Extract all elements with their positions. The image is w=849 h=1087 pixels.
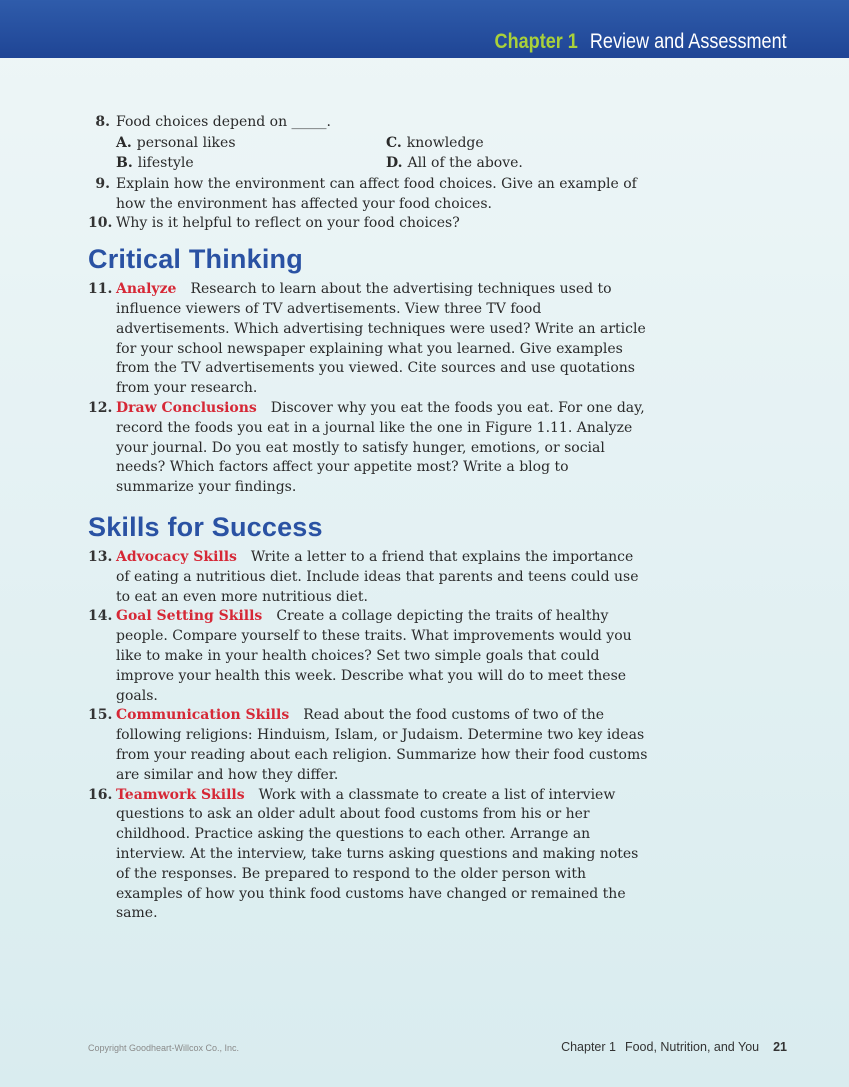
question-8 [88, 113, 648, 174]
question-text: Work with a classmate to create a list of interview questions to ask an older adult about food customs from his or her childhood. Practice asking the questions to each other. Arrange an interview. At the interview, take turns asking questions and making notes of the responses. Be prepared to respond to the older person with examples of how you think food customs have changed or remained the same. [116, 786, 639, 922]
option-b [116, 153, 386, 174]
question-12 [88, 399, 648, 498]
question-13 [88, 548, 648, 607]
page-number: 21 [773, 1040, 787, 1054]
question-keyword: Analyze [116, 281, 177, 298]
running-footer [561, 1040, 787, 1054]
page-content [88, 113, 648, 924]
question-number: 14. [88, 608, 113, 625]
question-number: 11. [88, 281, 113, 298]
question-text: Discover why you eat the foods you eat. For one day, record the foods you eat in a journal like the one in Figure 1.11. Analyze your journal. Do you eat mostly to satisfy hunger, emotions, or social needs? Which factors affect your appetite most? Write a blog to summarize your findings. [116, 399, 645, 496]
question-text: Write a letter to a friend that explains the importance of eating a nutritious diet. Include ideas that parents and teens could use to eat an even more nutritious diet. [116, 548, 639, 605]
option-text: personal likes [136, 134, 236, 151]
header-section: Review and Assessment [590, 30, 787, 53]
question-number: 13. [88, 548, 113, 565]
option-text: All of the above. [407, 155, 523, 172]
header-title [495, 30, 787, 54]
question-14 [88, 607, 648, 706]
question-keyword: Goal Setting Skills [116, 608, 263, 625]
question-number: 9. [95, 175, 110, 192]
header-chapter: Chapter 1 [494, 30, 579, 53]
question-11 [88, 280, 648, 399]
question-number: 12. [88, 399, 113, 416]
question-text: Read about the food customs of two of the following religions: Hinduism, Islam, or Judaism. Determine two key ideas from your reading about each religion. Summarize how their food customs are similar and how they differ. [116, 707, 648, 783]
question-text: Food choices depend on _____. [116, 114, 332, 130]
question-number: 8. [95, 114, 110, 130]
question-10 [88, 214, 648, 234]
copyright-notice: Copyright Goodheart-Willcox Co., Inc. [88, 1043, 240, 1053]
option-d [386, 153, 636, 174]
question-16 [88, 786, 648, 925]
option-letter: C. [386, 134, 402, 151]
question-text: Research to learn about the advertising techniques used to influence viewers of TV advertisements. View three TV food advertisements. Which advertising techniques were used? Write an article for your school newspaper explaining what you learned. Give examples from the TV advertisements you viewed. Cite sources and use quotations from your research. [116, 281, 646, 397]
question-9 [88, 175, 648, 215]
critical-thinking-heading: Critical Thinking [88, 244, 303, 275]
question-text: Create a collage depicting the traits of healthy people. Compare yourself to these traits. What improvements would you like to make in your health choices? Set two simple goals that could improve your health this week. Describe what you will do to meet these goals. [116, 608, 632, 704]
question-text: Why is it helpful to reflect on your food choices? [116, 215, 460, 232]
question-number: 10. [88, 215, 113, 232]
option-text: knowledge [406, 134, 484, 151]
footer-title: Food, Nutrition, and You [624, 1040, 760, 1054]
question-keyword: Draw Conclusions [116, 399, 257, 416]
option-a [116, 133, 386, 154]
header-bar [0, 0, 849, 58]
question-keyword: Advocacy Skills [116, 548, 237, 565]
option-c [386, 133, 636, 154]
question-15 [88, 706, 648, 785]
answer-options [116, 133, 648, 174]
footer-chapter: Chapter 1 [561, 1040, 616, 1054]
option-letter: D. [386, 155, 403, 172]
question-keyword: Teamwork Skills [116, 786, 245, 803]
question-number: 15. [88, 707, 113, 724]
question-number: 16. [88, 786, 113, 803]
option-text: lifestyle [137, 155, 194, 172]
option-letter: A. [116, 134, 132, 151]
question-text: Explain how the environment can affect food choices. Give an example of how the environment has affected your food choices. [116, 175, 637, 212]
question-keyword: Communication Skills [116, 707, 290, 724]
option-letter: B. [116, 155, 133, 172]
skills-for-success-heading: Skills for Success [88, 511, 323, 542]
